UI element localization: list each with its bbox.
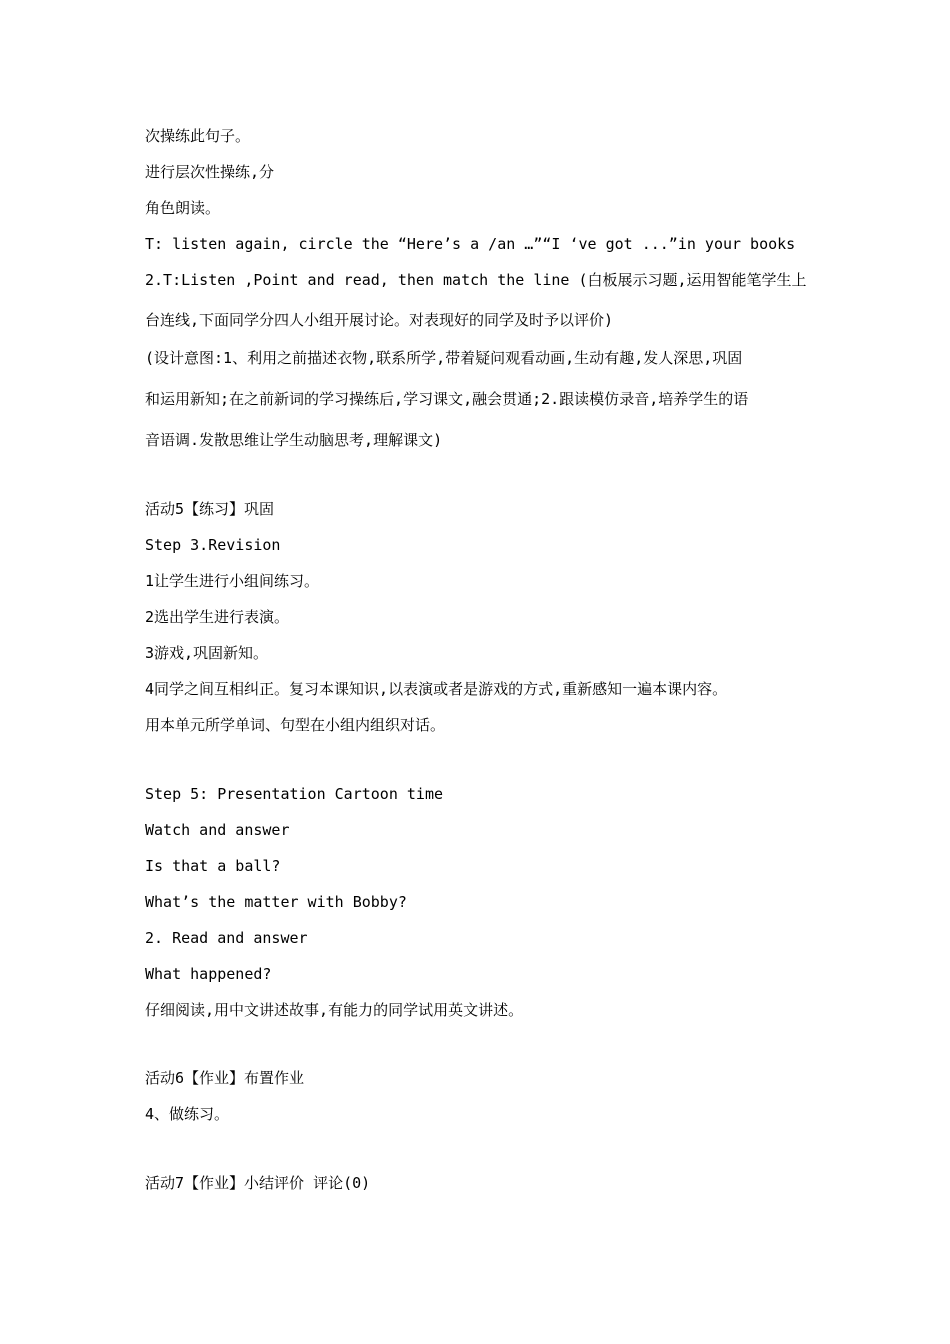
text-line: 角色朗读。: [145, 199, 221, 217]
text-line: Step 5: Presentation Cartoon time: [145, 785, 444, 803]
text-line: 进行层次性操练,分: [145, 163, 275, 181]
text-line: 仔细阅读,用中文讲述故事,有能力的同学试用英文讲述。: [145, 1001, 524, 1019]
text-line: 音语调.发散思维让学生动脑思考,理解课文): [145, 431, 443, 449]
text-line: 3游戏,巩固新知。: [145, 644, 269, 662]
text-line: 2选出学生进行表演。: [145, 608, 290, 626]
text-line: Step 3.Revision: [145, 536, 281, 554]
text-line: 用本单元所学单词、句型在小组内组织对话。: [145, 716, 446, 734]
text-line: 2.T:Listen ,Point and read, then match the line (白板展示习题,运用智能笔学生上: [145, 271, 807, 289]
text-line: Watch and answer: [145, 821, 290, 839]
text-line: 4同学之间互相纠正。复习本课知识,以表演或者是游戏的方式,重新感知一遍本课内容。: [145, 680, 728, 698]
text-line: 4、做练习。: [145, 1105, 230, 1123]
text-line: What happened?: [145, 965, 272, 983]
text-line: What’s the matter with Bobby?: [145, 893, 407, 911]
text-line: 1让学生进行小组间练习。: [145, 572, 320, 590]
text-line: (设计意图:1、利用之前描述衣物,联系所学,带着疑问观看动画,生动有趣,发人深思,巩固: [145, 349, 743, 367]
text-line: 2. Read and answer: [145, 929, 308, 947]
text-line: Is that a ball?: [145, 857, 281, 875]
section-heading: 活动5【练习】巩固: [145, 500, 275, 518]
section-heading: 活动7【作业】小结评价 评论(0): [145, 1174, 371, 1192]
text-line: T: listen again, circle the “Here’s a /an …”“I ‘ve got ...”in your books: [145, 235, 796, 253]
text-line: 台连线,下面同学分四人小组开展讨论。对表现好的同学及时予以评价): [145, 311, 614, 329]
text-line: 和运用新知;在之前新词的学习操练后,学习课文,融会贯通;2.跟读模仿录音,培养学生的语: [145, 390, 749, 408]
section-heading: 活动6【作业】布置作业: [145, 1069, 305, 1087]
text-line: 次操练此句子。: [145, 127, 251, 145]
